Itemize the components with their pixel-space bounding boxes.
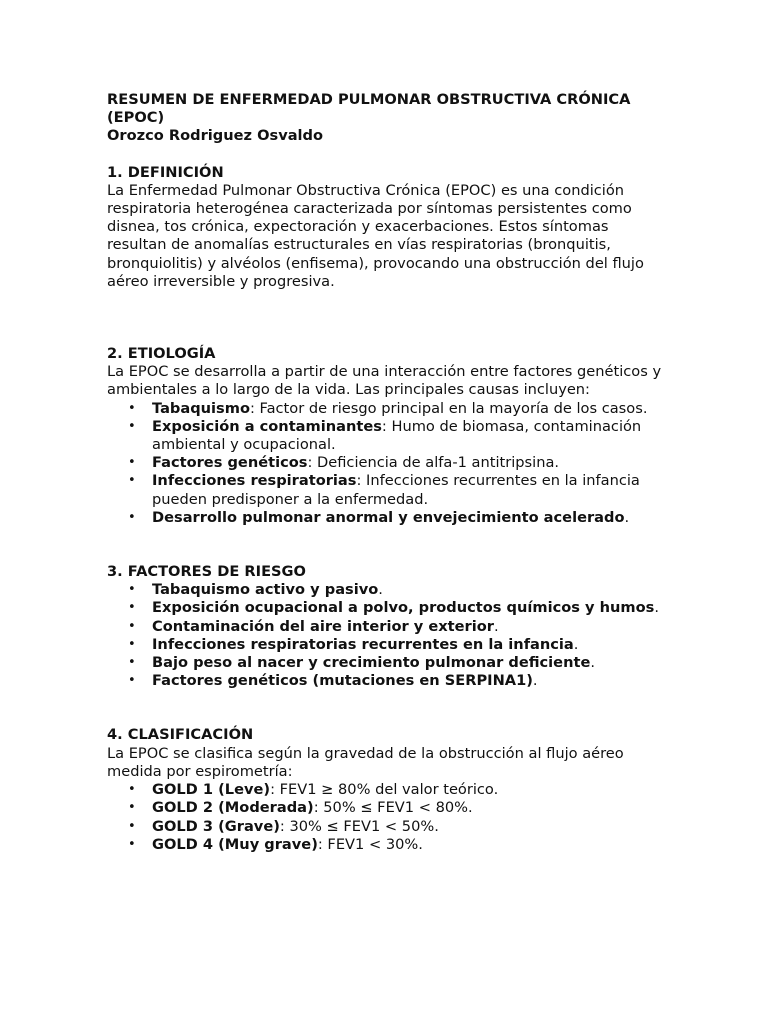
list-item (107, 509, 667, 527)
list-item (107, 799, 667, 817)
list-item-text: : 50% ≤ FEV1 < 80%. (313, 799, 473, 817)
list-item-text: . (493, 617, 499, 635)
list-item-text: . (532, 672, 538, 690)
document-page (107, 91, 667, 854)
list-item-text: : 30% ≤ FEV1 < 50%. (279, 817, 439, 835)
list-item-text: . (654, 599, 659, 617)
list-item-term: GOLD 2 (Moderada) (152, 799, 314, 817)
list-item-text: . (590, 654, 595, 672)
list-item-term: Tabaquismo (152, 399, 250, 417)
list-item-term: Exposición a contaminantes (152, 417, 382, 435)
list-item-text: : Infecciones recurrentes en la infancia pueden predisponer a la enfermedad. (152, 472, 640, 508)
list-item-text: : FEV1 < 30%. (317, 835, 423, 853)
list-item (107, 781, 667, 799)
section-heading: 2. ETIOLOGÍA (107, 345, 216, 363)
document-title: RESUMEN DE ENFERMEDAD PULMONAR OBSTRUCTIVA CRÓNICA (EPOC) (107, 91, 631, 127)
list-item-text: : FEV1 ≥ 80% del valor teórico. (270, 781, 499, 799)
section-etiologia (107, 345, 667, 527)
list-item-term: Factores genéticos (152, 454, 308, 472)
list-item-term: Factores genéticos (mutaciones en SERPINA1) (152, 672, 533, 690)
list-item (107, 400, 667, 418)
list-item-term: Infecciones respiratorias (152, 472, 357, 490)
list-item-term: GOLD 1 (Leve) (152, 781, 271, 799)
list-item (107, 836, 667, 854)
section-heading: 4. CLASIFICACIÓN (107, 726, 254, 744)
list-item-term: Bajo peso al nacer y crecimiento pulmonar deficiente (152, 654, 591, 672)
document-author: Orozco Rodriguez Osvaldo (107, 127, 324, 145)
list-item (107, 454, 667, 472)
list-item-text: : Deficiencia de alfa-1 antitripsina. (307, 454, 560, 472)
section-definicion (107, 164, 667, 291)
section-heading: 3. FACTORES DE RIESGO (107, 563, 306, 581)
list-item-text: : Humo de biomasa, contaminación ambiental y ocupacional. (152, 417, 642, 454)
list-item-term: GOLD 3 (Grave) (152, 817, 280, 835)
list-item (107, 672, 667, 690)
section-heading: 1. DEFINICIÓN (107, 163, 224, 181)
list-item (107, 599, 667, 617)
list-item (107, 418, 667, 454)
section-paragraph: La Enfermedad Pulmonar Obstructiva Crónica (EPOC) es una condición respiratoria heterogénea caracterizada por síntomas persistentes como disnea, tos crónica, expectoración y exacerbaciones. Estos síntomas resultan de anomalías estructurales en vías respiratorias (bronquitis, bronquiolitis) y alvéolos (enfisema), provocando una obstrucción del flujo aéreo irreversible y progresiva. (107, 181, 644, 290)
list-item-term: Tabaquismo activo y pasivo (152, 581, 379, 599)
list-item-term: Contaminación del aire interior y exterior (152, 617, 494, 635)
spacer (107, 291, 667, 345)
list-item-text: . (624, 508, 630, 526)
list-item-term: Infecciones respiratorias recurrentes en la infancia (152, 635, 574, 653)
list-item (107, 581, 667, 599)
list-item (107, 472, 667, 508)
section-factores-de-riesgo (107, 563, 667, 690)
bullet-list (107, 581, 667, 690)
list-item-text: . (573, 635, 579, 653)
bullet-list (107, 781, 667, 854)
list-item-text: : Factor de riesgo principal en la mayoría de los casos. (249, 399, 648, 417)
spacer (107, 527, 667, 563)
list-item (107, 654, 667, 672)
list-item-term: Exposición ocupacional a polvo, productos químicos y humos (152, 599, 655, 617)
list-item-text: . (378, 581, 383, 599)
list-item-term: Desarrollo pulmonar anormal y envejecimiento acelerado (152, 508, 625, 526)
list-item (107, 636, 667, 654)
section-paragraph: La EPOC se desarrolla a partir de una interacción entre factores genéticos y ambientales a lo largo de la vida. Las principales causas incluyen: (107, 363, 662, 399)
section-paragraph: La EPOC se clasifica según la gravedad de la obstrucción al flujo aéreo medida por espirometría: (107, 744, 624, 780)
list-item (107, 818, 667, 836)
list-item (107, 618, 667, 636)
spacer (107, 690, 667, 726)
section-clasificacion (107, 726, 667, 853)
spacer (107, 146, 667, 164)
list-item-term: GOLD 4 (Muy grave) (152, 835, 318, 853)
bullet-list (107, 400, 667, 527)
